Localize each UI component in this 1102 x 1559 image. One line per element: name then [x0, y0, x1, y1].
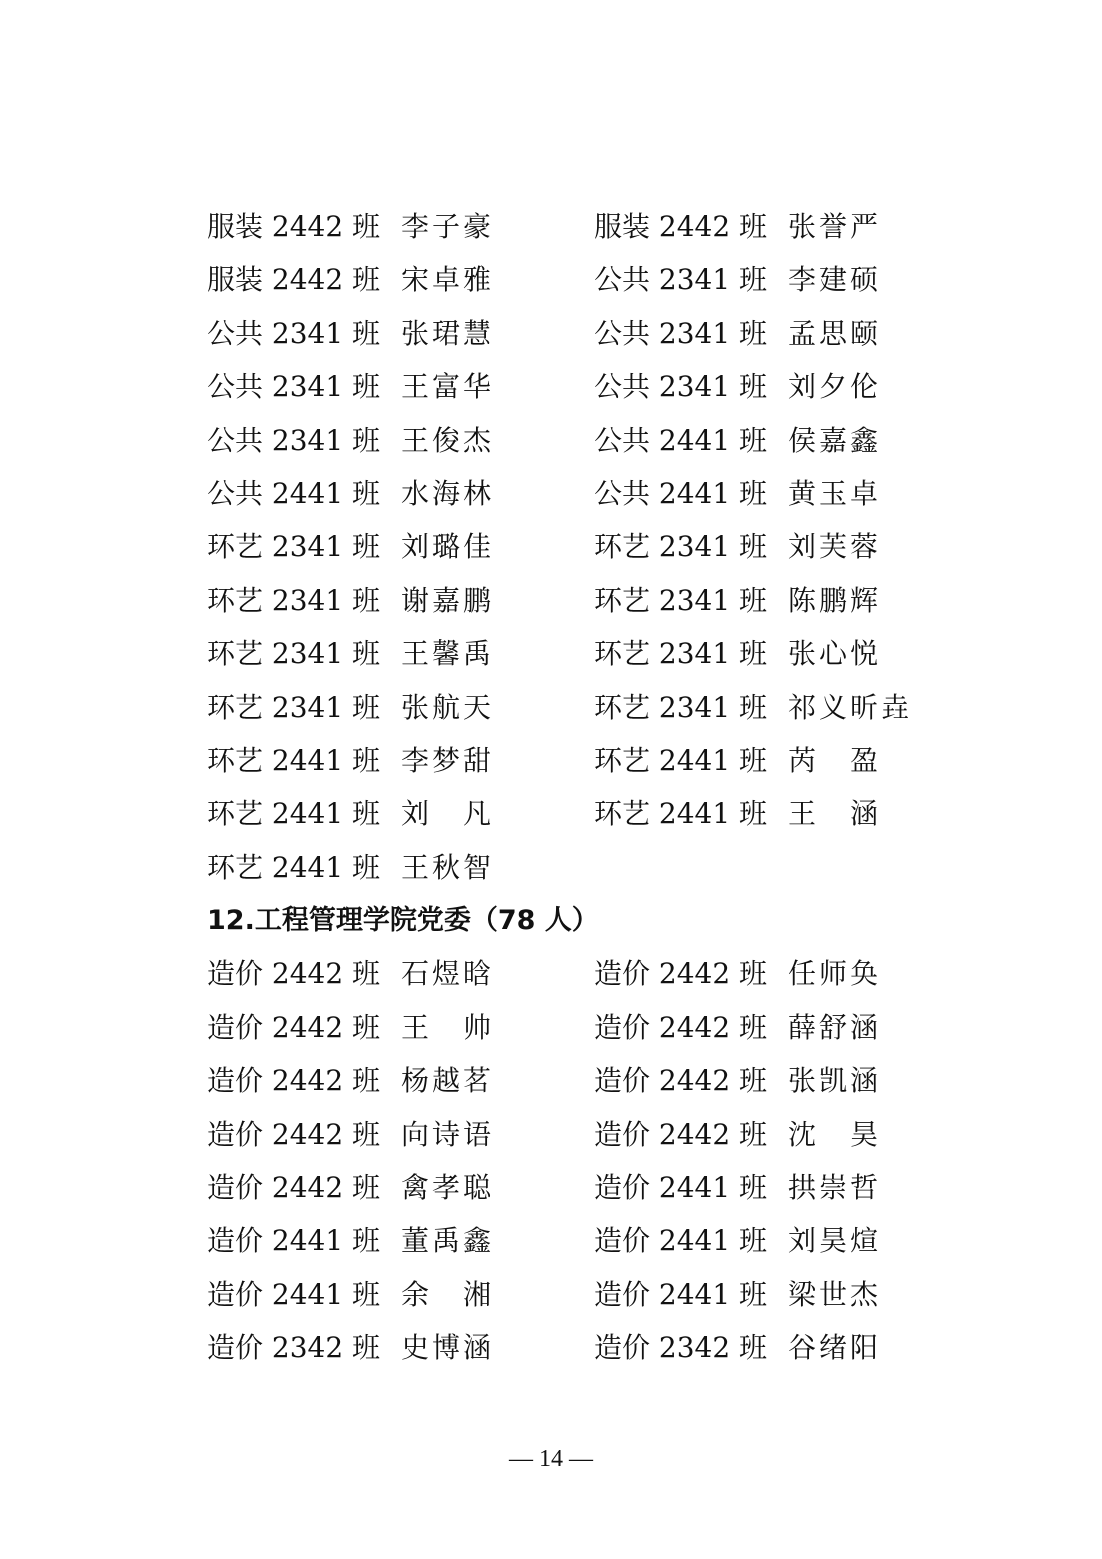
- class-label: 公共 2441 班: [594, 423, 768, 457]
- student-name: 张心悦: [788, 637, 882, 671]
- student-name: 王富华: [401, 370, 495, 404]
- class-label: 造价 2442 班: [594, 1117, 768, 1151]
- student-name: 张航天: [401, 690, 495, 724]
- student-name: 孟思颐: [788, 316, 882, 350]
- class-label: 环艺 2441 班: [594, 797, 768, 831]
- student-name: 刘芙蓉: [788, 530, 882, 564]
- student-name: 宋卓雅: [401, 263, 495, 297]
- class-label: 造价 2442 班: [207, 957, 381, 991]
- list-row: [207, 467, 927, 520]
- class-label: 环艺 2441 班: [594, 743, 768, 777]
- class-label: 造价 2441 班: [207, 1224, 381, 1258]
- list-row: [207, 787, 927, 840]
- student-name: 陈鹏辉: [788, 583, 882, 617]
- list-row: [207, 627, 927, 680]
- student-name: 刘璐佳: [401, 530, 495, 564]
- student-name: 王 涵: [788, 797, 882, 831]
- class-label: 造价 2342 班: [207, 1331, 381, 1365]
- list-row: [207, 360, 927, 413]
- list-row: [207, 520, 927, 573]
- section-heading: 12.工程管理学院党委（78 人）: [207, 905, 599, 937]
- class-label: 造价 2442 班: [594, 1010, 768, 1044]
- student-name: 刘 凡: [401, 797, 495, 831]
- class-label: 造价 2442 班: [594, 1064, 768, 1098]
- student-name: 沈 昊: [788, 1117, 882, 1151]
- student-name: 李梦甜: [401, 743, 495, 777]
- class-label: 环艺 2341 班: [594, 530, 768, 564]
- student-name: 李子豪: [401, 210, 495, 243]
- list-row: [207, 841, 927, 894]
- list-row: [207, 734, 927, 787]
- class-label: 公共 2341 班: [207, 423, 381, 457]
- class-label: 造价 2442 班: [207, 1064, 381, 1098]
- list-row: [207, 1161, 927, 1214]
- student-name: 张凯涵: [788, 1064, 882, 1098]
- list-row: [207, 253, 927, 306]
- class-label: 服装 2442 班: [594, 210, 768, 243]
- class-label: 造价 2442 班: [207, 1171, 381, 1205]
- class-label: 造价 2441 班: [594, 1171, 768, 1205]
- student-name: 李建硕: [788, 263, 882, 297]
- class-label: 造价 2441 班: [207, 1277, 381, 1311]
- student-name: 张誉严: [788, 210, 882, 243]
- student-name: 任师奂: [788, 957, 882, 991]
- class-label: 环艺 2441 班: [207, 850, 381, 884]
- student-name: 刘昊煊: [788, 1224, 882, 1258]
- class-label: 环艺 2341 班: [207, 690, 381, 724]
- student-name: 张珺慧: [401, 316, 495, 350]
- class-label: 环艺 2341 班: [594, 690, 768, 724]
- list-row: [207, 1214, 927, 1267]
- class-label: 造价 2342 班: [594, 1331, 768, 1365]
- student-name: 拱崇哲: [788, 1171, 882, 1205]
- student-name: 董禹鑫: [401, 1224, 495, 1258]
- list-row: [207, 1108, 927, 1161]
- student-name: 祁义昕垚: [788, 690, 913, 724]
- list-row: [207, 681, 927, 734]
- student-name: 刘夕伦: [788, 370, 882, 404]
- class-label: 服装 2442 班: [207, 263, 381, 297]
- student-name: 梁世杰: [788, 1277, 882, 1311]
- class-label: 环艺 2341 班: [207, 637, 381, 671]
- name-list-section-a: [207, 200, 927, 894]
- student-name: 水海林: [401, 476, 495, 510]
- class-label: 公共 2341 班: [594, 263, 768, 297]
- student-name: 向诗语: [401, 1117, 495, 1151]
- student-name: 石煜晗: [401, 957, 495, 991]
- class-label: 公共 2441 班: [207, 476, 381, 510]
- class-label: 造价 2442 班: [207, 1010, 381, 1044]
- list-row: [207, 947, 927, 1000]
- class-label: 环艺 2341 班: [207, 583, 381, 617]
- class-label: 环艺 2441 班: [207, 743, 381, 777]
- student-name: 王秋智: [401, 850, 495, 884]
- student-name: 禽孝聪: [401, 1171, 495, 1205]
- student-name: 王 帅: [401, 1010, 495, 1044]
- class-label: 环艺 2341 班: [207, 530, 381, 564]
- student-name: 谢嘉鹏: [401, 583, 495, 617]
- list-row: [207, 1001, 927, 1054]
- class-label: 公共 2341 班: [594, 370, 768, 404]
- student-name: 芮 盈: [788, 743, 882, 777]
- list-row: [207, 1268, 927, 1321]
- list-row: [207, 1054, 927, 1107]
- list-row: [207, 307, 927, 360]
- student-name: 杨越茗: [401, 1064, 495, 1098]
- list-row: [207, 574, 927, 627]
- class-label: 造价 2442 班: [594, 957, 768, 991]
- class-label: 环艺 2341 班: [594, 583, 768, 617]
- student-name: 谷绪阳: [788, 1331, 882, 1365]
- student-name: 王馨禹: [401, 637, 495, 671]
- class-label: 公共 2441 班: [594, 476, 768, 510]
- page-number: — 14 —: [509, 1446, 593, 1472]
- class-label: 造价 2441 班: [594, 1277, 768, 1311]
- student-name: 黄玉卓: [788, 476, 882, 510]
- class-label: 造价 2441 班: [594, 1224, 768, 1258]
- student-name: 史博涵: [401, 1331, 495, 1365]
- student-name: 余 湘: [401, 1277, 495, 1311]
- class-label: 环艺 2441 班: [207, 797, 381, 831]
- class-label: 公共 2341 班: [207, 316, 381, 350]
- class-label: 公共 2341 班: [207, 370, 381, 404]
- student-name: 王俊杰: [401, 423, 495, 457]
- class-label: 造价 2442 班: [207, 1117, 381, 1151]
- list-row: [207, 200, 927, 253]
- student-name: 侯嘉鑫: [788, 423, 882, 457]
- class-label: 服装 2442 班: [207, 210, 381, 243]
- name-list-section-b: [207, 947, 927, 1374]
- list-row: [207, 1321, 927, 1374]
- name-list: [207, 200, 927, 1375]
- class-label: 公共 2341 班: [594, 316, 768, 350]
- student-name: 薛舒涵: [788, 1010, 882, 1044]
- list-row: [207, 414, 927, 467]
- class-label: 环艺 2341 班: [594, 637, 768, 671]
